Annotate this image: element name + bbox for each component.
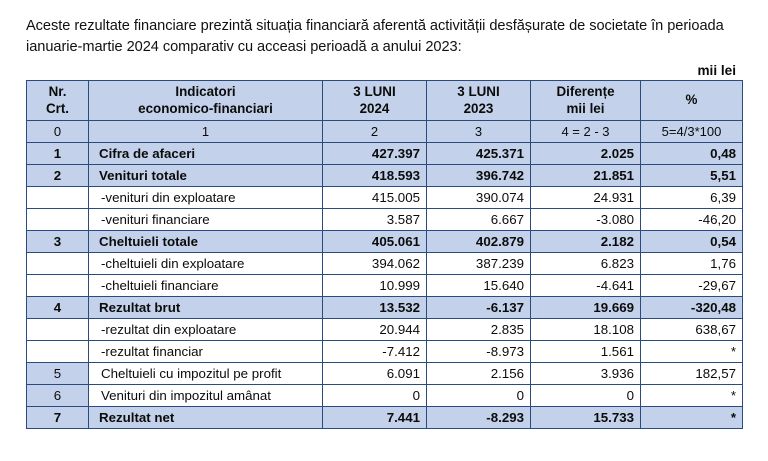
cell-percent: 182,57 [641,362,743,384]
colnum-4: 4 = 2 - 3 [531,120,641,142]
cell-nr [27,186,89,208]
cell-nr [27,252,89,274]
header-percent [641,81,743,120]
cell-2024: 7.441 [323,406,427,428]
cell-percent: * [641,406,743,428]
cell-nr: 4 [27,296,89,318]
cell-2023: 396.742 [427,164,531,186]
cell-nr [27,208,89,230]
cell-2024: 427.397 [323,142,427,164]
header-2023-line2: 2023 [463,100,494,116]
cell-2023: 425.371 [427,142,531,164]
cell-nr: 2 [27,164,89,186]
cell-nr: 1 [27,142,89,164]
cell-2024: 6.091 [323,362,427,384]
colnum-2: 2 [323,120,427,142]
header-indicator-line1: Indicatori [175,84,236,100]
cell-indicator: Cifra de afaceri [89,142,323,164]
cell-2024: 415.005 [323,186,427,208]
cell-difference: 19.669 [531,296,641,318]
header-nr-line2: Crt. [45,100,70,116]
cell-percent: * [641,384,743,406]
table-row [27,340,743,362]
cell-2023: 2.835 [427,318,531,340]
header-2023 [427,81,531,120]
cell-nr: 6 [27,384,89,406]
cell-2023: -8.973 [427,340,531,362]
cell-percent: -29,67 [641,274,743,296]
table-row [27,208,743,230]
cell-difference: 18.108 [531,318,641,340]
cell-difference: -3.080 [531,208,641,230]
cell-2023: 15.640 [427,274,531,296]
cell-indicator: -cheltuieli financiare [89,274,323,296]
table-row [27,186,743,208]
table-row [27,230,743,252]
table-row [27,142,743,164]
header-nr-line1: Nr. [48,84,67,100]
header-2024-line1: 3 LUNI [353,84,396,100]
cell-percent: 0,48 [641,142,743,164]
table-row [27,274,743,296]
cell-2024: 0 [323,384,427,406]
cell-indicator: Rezultat net [89,406,323,428]
header-percent-line1: % [685,92,698,108]
header-nr [27,81,89,120]
colnum-5: 5=4/3*100 [641,120,743,142]
table-row [27,164,743,186]
cell-indicator: -venituri din exploatare [89,186,323,208]
table-row [27,296,743,318]
cell-difference: 24.931 [531,186,641,208]
cell-percent: * [641,340,743,362]
table-row [27,384,743,406]
cell-percent: 638,67 [641,318,743,340]
cell-indicator: Cheltuieli cu impozitul pe profit [89,362,323,384]
cell-2024: 3.587 [323,208,427,230]
cell-nr: 3 [27,230,89,252]
table-header [27,81,743,142]
cell-2023: 387.239 [427,252,531,274]
table-row [27,318,743,340]
cell-difference: 6.823 [531,252,641,274]
cell-2023: -6.137 [427,296,531,318]
cell-nr [27,274,89,296]
cell-percent: -320,48 [641,296,743,318]
cell-2024: 394.062 [323,252,427,274]
cell-percent: 1,76 [641,252,743,274]
table-body [27,142,743,428]
unit-label: mii lei [697,63,736,79]
cell-indicator: Venituri totale [89,164,323,186]
cell-nr [27,340,89,362]
cell-indicator: -venituri financiare [89,208,323,230]
cell-2024: 20.944 [323,318,427,340]
cell-percent: 5,51 [641,164,743,186]
cell-2023: 2.156 [427,362,531,384]
colnum-3: 3 [427,120,531,142]
cell-2023: 0 [427,384,531,406]
cell-nr [27,318,89,340]
cell-difference: 15.733 [531,406,641,428]
column-number-row [27,120,743,142]
header-difference-line2: mii lei [566,100,605,116]
header-difference [531,81,641,120]
cell-difference: 2.025 [531,142,641,164]
cell-2023: 390.074 [427,186,531,208]
cell-2024: -7.412 [323,340,427,362]
cell-difference: 1.561 [531,340,641,362]
cell-difference: 3.936 [531,362,641,384]
cell-indicator: -rezultat financiar [89,340,323,362]
header-2024-line2: 2024 [359,100,390,116]
cell-2024: 13.532 [323,296,427,318]
header-indicator [89,81,323,120]
cell-indicator: Cheltuieli totale [89,230,323,252]
header-difference-line1: Diferențe [556,84,615,100]
table-row [27,406,743,428]
cell-2023: 402.879 [427,230,531,252]
cell-2024: 405.061 [323,230,427,252]
cell-indicator: -cheltuieli din exploatare [89,252,323,274]
cell-nr: 5 [27,362,89,384]
cell-2024: 10.999 [323,274,427,296]
cell-difference: 21.851 [531,164,641,186]
cell-difference: 0 [531,384,641,406]
cell-2023: 6.667 [427,208,531,230]
cell-indicator: Venituri din impozitul amânat [89,384,323,406]
header-2023-line1: 3 LUNI [457,84,500,100]
intro-paragraph: Aceste rezultate financiare prezintă situația financiară aferentă activității desfășurate de societate în perioada ianuarie-martie 2024 comparativ cu acceasi perioadă a anului 2023: [26,18,724,55]
cell-indicator: Rezultat brut [89,296,323,318]
financial-table [26,80,743,428]
header-indicator-line2: economico-financiari [138,100,273,116]
cell-percent: -46,20 [641,208,743,230]
cell-percent: 6,39 [641,186,743,208]
colnum-1: 1 [89,120,323,142]
cell-difference: -4.641 [531,274,641,296]
table-row [27,362,743,384]
cell-indicator: -rezultat din exploatare [89,318,323,340]
cell-nr: 7 [27,406,89,428]
colnum-0: 0 [27,120,89,142]
header-2024 [323,81,427,120]
cell-difference: 2.182 [531,230,641,252]
cell-2023: -8.293 [427,406,531,428]
cell-percent: 0,54 [641,230,743,252]
table-row [27,252,743,274]
cell-2024: 418.593 [323,164,427,186]
